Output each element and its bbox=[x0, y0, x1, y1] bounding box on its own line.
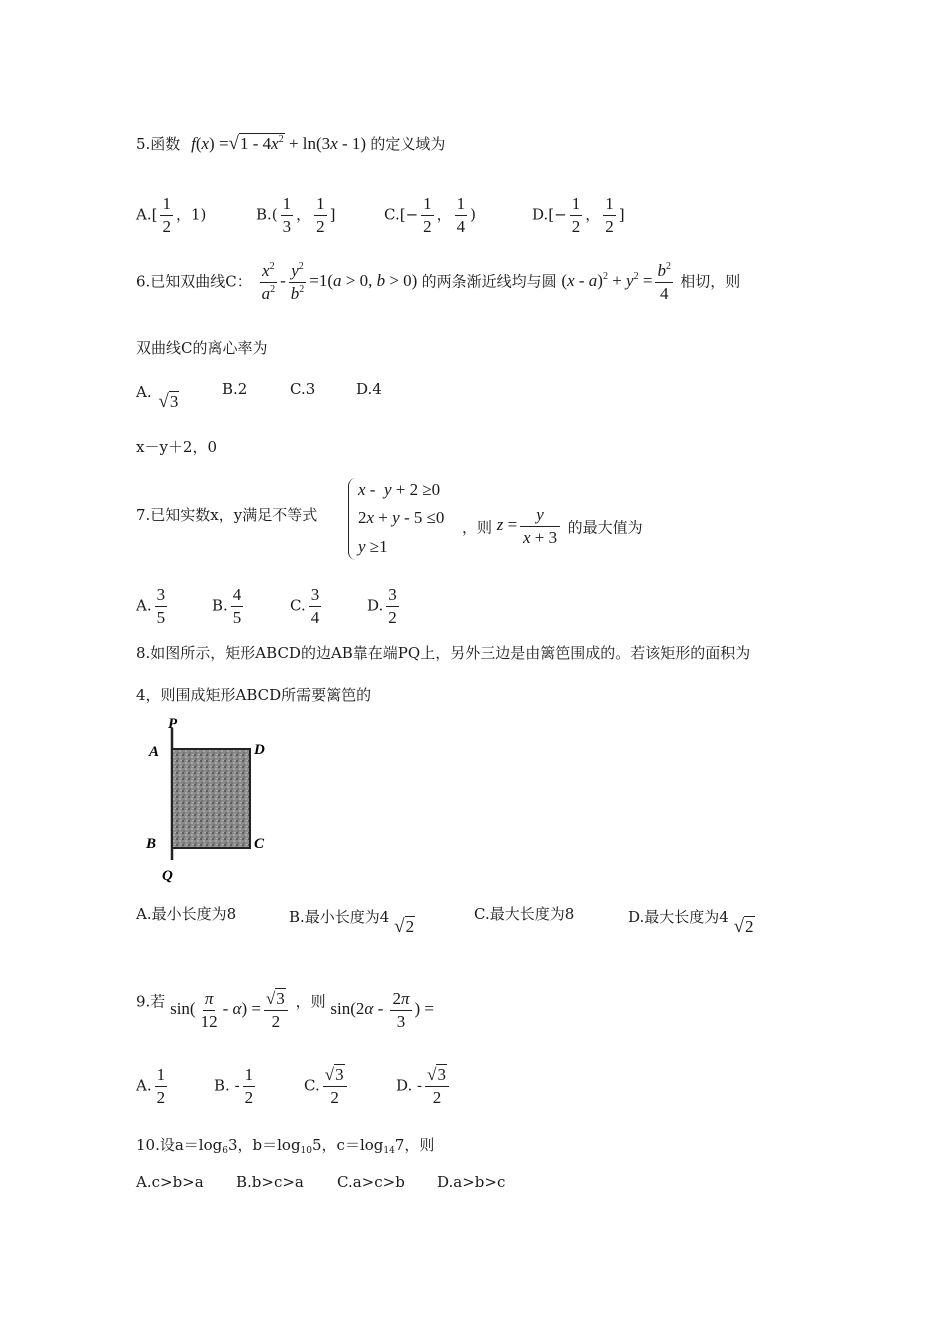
q10-text: 5，c＝log bbox=[312, 1136, 384, 1154]
option-letter: B. bbox=[256, 205, 272, 224]
rectangle-abcd-figure bbox=[140, 718, 280, 888]
option-fraction: $\frac{1}{2}$ bbox=[162, 194, 171, 236]
option-sqrt: √2 bbox=[394, 916, 415, 937]
q5-label: 5.函数 bbox=[136, 135, 181, 153]
option-letter: D. bbox=[532, 205, 549, 224]
option-sep: ， bbox=[296, 205, 312, 224]
q7-end: 的最大值为 bbox=[567, 518, 643, 537]
q8-option-d[interactable] bbox=[628, 907, 755, 937]
q6-line-2: 双曲线C的离心率为 bbox=[136, 339, 268, 357]
q8-option-c[interactable]: C.最大长度为8 bbox=[474, 905, 575, 923]
option-letter: D. bbox=[367, 596, 384, 615]
option-sign: - bbox=[417, 1076, 423, 1095]
option-letter: C. bbox=[384, 205, 400, 224]
option-letter: A. bbox=[136, 383, 152, 401]
q9-option-b[interactable] bbox=[214, 1066, 258, 1107]
q9-target-formula: sin(2α - $\frac{2\pi}{3}$ ) = bbox=[330, 989, 435, 1031]
option-fraction: $\frac{1}{2}$ bbox=[605, 194, 614, 236]
q6-option-a[interactable] bbox=[136, 382, 179, 412]
option-letter: B. bbox=[212, 596, 228, 615]
label-p: P bbox=[168, 718, 178, 732]
option-fraction: $\frac{3}{4}$ bbox=[310, 585, 320, 627]
q10-text: 10.设a＝log bbox=[136, 1136, 223, 1154]
q7-objective-formula: z = $\frac{y}{x + 3}$ bbox=[497, 515, 563, 534]
question-10 bbox=[136, 1136, 435, 1156]
q6-option-c[interactable]: C.3 bbox=[290, 380, 316, 398]
option-letter: C. bbox=[290, 596, 306, 615]
option-fraction: $\frac{1}{2}$ bbox=[156, 1065, 166, 1107]
option-sign: - bbox=[234, 1076, 240, 1095]
option-fraction: $\frac{√3}{2}$ bbox=[323, 1066, 347, 1107]
q9-label: 9.若 bbox=[136, 992, 166, 1011]
option-fraction: $\frac{3}{5}$ bbox=[156, 585, 166, 627]
option-fraction: $\frac{4}{5}$ bbox=[232, 585, 242, 627]
option-letter: C. bbox=[304, 1076, 320, 1095]
option-letter: A. bbox=[136, 596, 152, 615]
q5-option-d[interactable] bbox=[532, 195, 625, 236]
option-sqrt: √3 bbox=[158, 391, 179, 412]
option-value: 1 bbox=[190, 205, 201, 224]
q6-option-b[interactable]: B.2 bbox=[222, 380, 248, 398]
q10-option-c[interactable]: C.a>c>b bbox=[337, 1173, 405, 1191]
q8-line-1: 8.如图所示，矩形ABCD的边AB靠在端PQ上，另外三边是由篱笆围成的。若该矩形的面积为 bbox=[136, 644, 751, 662]
question-9 bbox=[136, 982, 435, 1031]
option-fraction: $\frac{3}{2}$ bbox=[388, 585, 397, 627]
q10-option-a[interactable]: A.c>b>a bbox=[136, 1173, 204, 1191]
q7-option-a[interactable] bbox=[136, 586, 170, 627]
q9-option-c[interactable] bbox=[304, 1066, 350, 1107]
q10-text: 7，则 bbox=[394, 1136, 435, 1154]
option-bracket: [− bbox=[399, 205, 419, 224]
label-q: Q bbox=[162, 868, 173, 884]
q7-objective bbox=[462, 505, 643, 549]
option-bracket: ) bbox=[200, 205, 207, 224]
q10-option-b[interactable]: B.b>c>a bbox=[236, 1173, 304, 1191]
option-text: B.最小长度为4 bbox=[289, 908, 390, 926]
q7-mid: ，则 bbox=[462, 518, 493, 537]
question-7 bbox=[136, 508, 317, 523]
q10-base-b: 10 bbox=[300, 1146, 312, 1156]
q9-given-formula: sin( $\frac{\pi}{12}$ - α) = $\frac{√3}{2}$ bbox=[170, 999, 291, 1018]
stray-line: x－y＋2，0 bbox=[136, 438, 218, 456]
option-bracket: [− bbox=[548, 205, 567, 224]
q7-option-c[interactable] bbox=[290, 586, 324, 627]
q8-option-b[interactable] bbox=[289, 907, 415, 937]
q6-option-d[interactable]: D.4 bbox=[356, 380, 382, 398]
option-fraction: $\frac{1}{2}$ bbox=[423, 194, 432, 236]
q10-base-c: 14 bbox=[383, 1146, 395, 1156]
q7-option-d[interactable] bbox=[367, 586, 402, 627]
q9-option-d[interactable] bbox=[396, 1066, 452, 1107]
q7-label: 7.已知实数x，y满足不等式 bbox=[136, 506, 318, 524]
q6-hyperbola-formula: $\frac{x^2}{a^2}$ - $\frac{y^2}{b^2}$ =1(a > 0, b > 0) bbox=[261, 261, 422, 303]
q10-text: 3，b＝log bbox=[227, 1136, 301, 1154]
rectangle-abcd bbox=[172, 749, 250, 848]
label-c: C bbox=[254, 836, 265, 852]
q7-system-brace bbox=[348, 478, 357, 560]
option-fraction: $\frac{1}{3}$ bbox=[282, 194, 292, 236]
label-a: A bbox=[149, 744, 160, 760]
label-d: D bbox=[254, 742, 265, 758]
option-fraction: $\frac{√3}{2}$ bbox=[425, 1066, 449, 1107]
option-fraction: $\frac{1}{2}$ bbox=[571, 194, 581, 236]
option-sep: ， bbox=[175, 205, 191, 224]
q6-circle-formula: $(x - a)^2 + y^2$ = $\frac{b^2}{4}$ bbox=[561, 261, 671, 303]
q5-suffix: 的定义域为 bbox=[370, 135, 446, 153]
option-bracket: ( bbox=[271, 205, 278, 224]
q6-mid: 的两条渐近线均与圆 bbox=[421, 272, 557, 291]
option-fraction: $\frac{1}{2}$ bbox=[244, 1065, 254, 1107]
q7-inequality-2: 2x + y - 5 ≤0 bbox=[358, 508, 445, 527]
option-letter: D. bbox=[396, 1076, 413, 1095]
option-sep: ， bbox=[585, 205, 601, 224]
q9-option-a[interactable] bbox=[136, 1066, 170, 1107]
option-bracket: ] bbox=[618, 205, 625, 224]
q7-inequality-1: x - y + 2 ≥0 bbox=[358, 480, 441, 499]
q6-end: 相切，则 bbox=[680, 272, 741, 291]
q5-formula: $f(x) =√1 - 4x^2 + \ln(3x - 1)$ bbox=[191, 133, 371, 154]
q10-base-a: 6 bbox=[222, 1146, 228, 1156]
option-letter: A. bbox=[136, 205, 152, 224]
option-fraction: $\frac{1}{4}$ bbox=[456, 194, 466, 236]
q8-line-2: 4，则围成矩形ABCD所需要篱笆的 bbox=[136, 686, 372, 704]
option-sep: ， bbox=[436, 205, 452, 224]
q5-option-a[interactable] bbox=[136, 195, 206, 236]
label-b: B bbox=[146, 836, 157, 852]
q6-label: 6.已知双曲线C： bbox=[136, 272, 252, 291]
question-6 bbox=[136, 262, 740, 303]
question-5 bbox=[136, 134, 445, 153]
q10-option-d[interactable]: D.a>b>c bbox=[437, 1173, 506, 1191]
q7-inequality-3: y ≥1 bbox=[358, 537, 388, 556]
option-letter: A. bbox=[136, 1076, 152, 1095]
option-bracket: ) bbox=[470, 205, 477, 224]
option-bracket: [ bbox=[151, 205, 158, 224]
q9-mid: ，则 bbox=[295, 992, 326, 1011]
option-letter: B. bbox=[214, 1076, 230, 1095]
option-text: D.最大长度为4 bbox=[628, 908, 729, 926]
q5-option-c[interactable] bbox=[384, 195, 476, 236]
option-sqrt: √2 bbox=[733, 916, 754, 937]
q7-option-b[interactable] bbox=[212, 586, 246, 627]
q5-option-b[interactable] bbox=[256, 195, 336, 236]
option-bracket: ] bbox=[329, 205, 336, 224]
option-fraction: $\frac{1}{2}$ bbox=[316, 194, 325, 236]
q8-option-a[interactable]: A.最小长度为8 bbox=[136, 905, 237, 923]
